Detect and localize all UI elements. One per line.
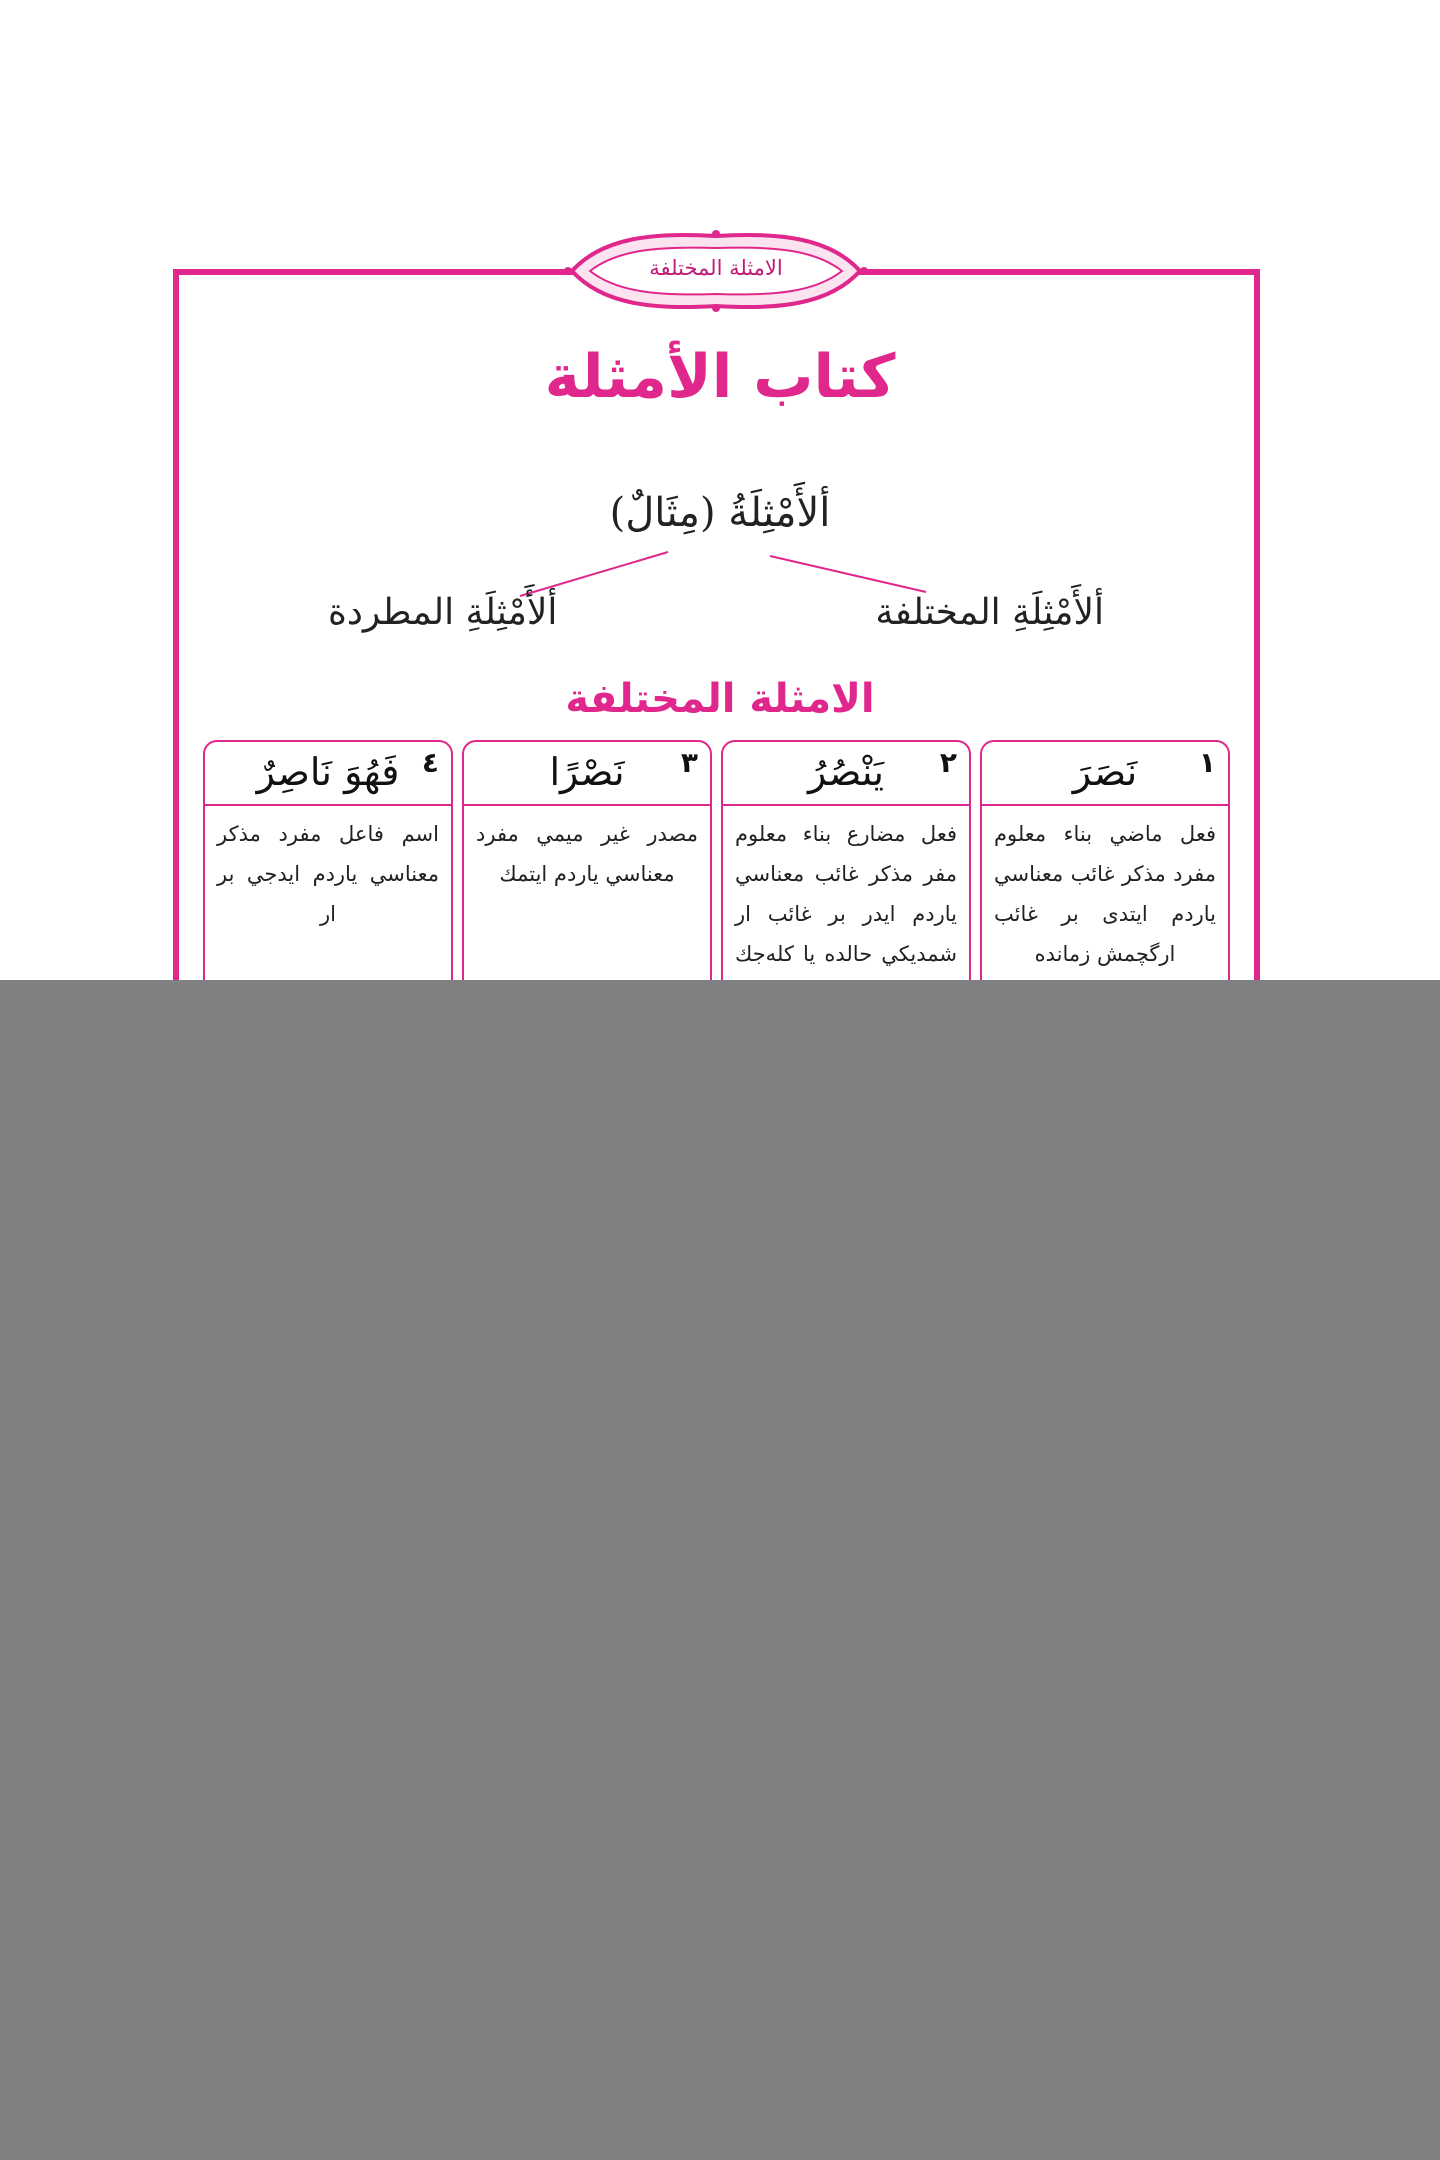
- tree-branch-left: ألأَمْثِلَةِ المطردة: [328, 592, 558, 633]
- book-title: كتاب الأمثلة: [544, 342, 896, 412]
- card-number: ٢: [939, 746, 957, 779]
- card-word: يَنْصُرُ: [808, 750, 884, 794]
- card-header: [982, 742, 1228, 806]
- tree-root-label: ألأَمْثِلَةُ (مِثَالٌ): [609, 490, 831, 536]
- card-description: فعل مضارع بناء معلوم مفر مذكر غائب معناسي ياردم ايدر بر غائب ار شمديكي حالده يا كله‌جك: [735, 822, 957, 966]
- card-header: [205, 742, 451, 806]
- card-header: [464, 742, 710, 806]
- card-word: نَصْرًا: [549, 750, 625, 794]
- gray-overlay: [0, 980, 1440, 2160]
- tree-branch-right: ألأَمْثِلَةِ المختلفة: [875, 592, 1104, 633]
- card-header: [723, 742, 969, 806]
- card-number: ١: [1198, 746, 1216, 779]
- card-number: ٤: [421, 746, 439, 779]
- card-number: ٣: [680, 746, 698, 779]
- tree-connector-lines: [0, 0, 1440, 700]
- header-label: الامثلة المختلفة: [649, 256, 783, 280]
- card-description: فعل ماضي بناء معلوم مفرد مذكر غائب معناسي ياردم ايتدى بر غائب ارگچمش زمانده: [994, 822, 1216, 966]
- card-word: فَهُوَ نَاصِرٌ: [256, 750, 400, 794]
- card-description: مصدر غير ميمي مفرد معناسي ياردم ايتمك: [476, 822, 698, 886]
- card-description: اسم فاعل مفرد مذكر معناسي ياردم ايدجي بر ار: [217, 822, 439, 926]
- section-title: الامثلة المختلفة: [565, 676, 875, 722]
- card-word: نَصَرَ: [1072, 750, 1138, 794]
